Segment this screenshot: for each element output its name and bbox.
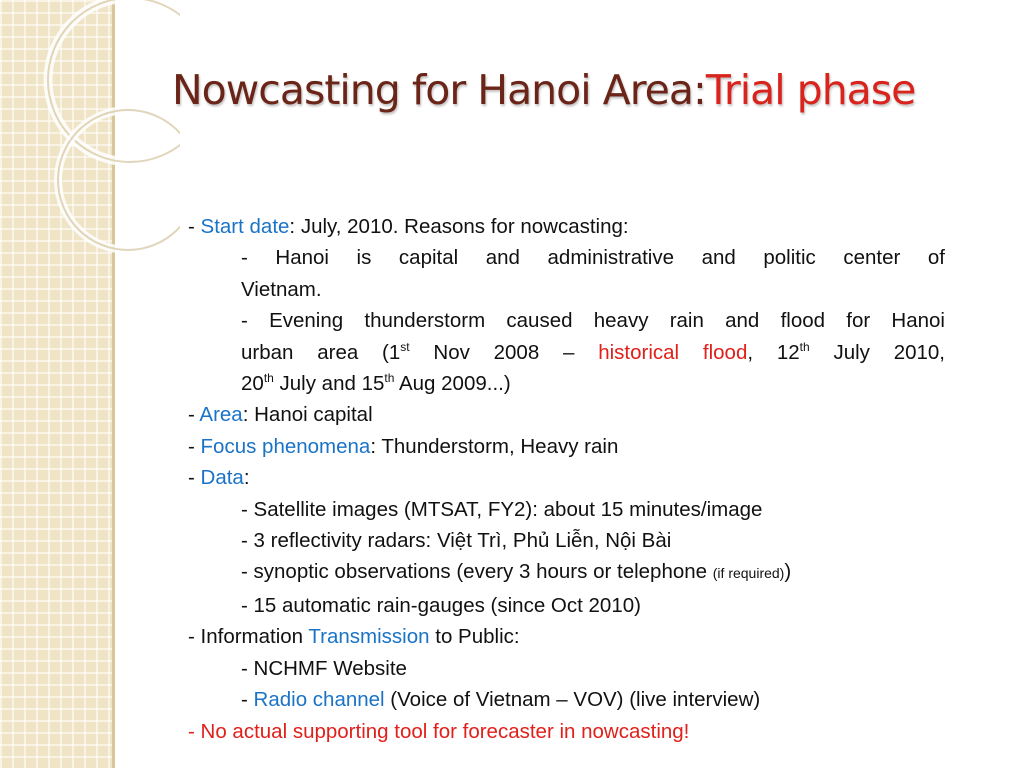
dates-text-d: July 2010, xyxy=(809,340,945,364)
radio-channel-text: (Voice of Vietnam – VOV) (live interview) xyxy=(384,688,761,712)
reason-capital-cont-text: Vietnam. xyxy=(241,277,322,301)
bullet-dash: - xyxy=(188,434,201,458)
label-start-date: Start date xyxy=(200,215,290,238)
dates-text-c: , 12 xyxy=(747,340,800,364)
decorative-circles xyxy=(0,0,180,260)
start-date-text: : July, 2010. Reasons for nowcasting: xyxy=(289,215,629,238)
data-rain-gauges-text: - 15 automatic rain-gauges (since Oct 2010) xyxy=(241,593,641,617)
title-main: Nowcasting for Hanoi Area: xyxy=(172,66,706,114)
data-satellite xyxy=(188,494,945,525)
ordinal-st: st xyxy=(400,339,410,354)
reason-thunderstorm-dates xyxy=(188,337,945,368)
ordinal-th: th xyxy=(384,371,395,386)
area-text: : Hanoi capital xyxy=(242,403,373,427)
label-area: Area xyxy=(199,403,243,427)
slide-body xyxy=(188,211,945,747)
data-text: : xyxy=(243,466,250,490)
historical-flood-label: historical flood xyxy=(598,340,748,364)
dates2-text-c: Aug 2009...) xyxy=(394,372,511,396)
data-rain-gauges xyxy=(188,590,945,621)
label-transmission: Transmission xyxy=(308,625,430,649)
bullet-data xyxy=(188,462,945,493)
bullet-focus-phenomena xyxy=(188,431,945,462)
data-satellite-text: - Satellite images (MTSAT, FY2): about 15 minutes/image xyxy=(241,497,763,521)
reason-thunderstorm xyxy=(188,305,945,336)
reason-capital-cont xyxy=(188,274,945,305)
ordinal-th: th xyxy=(263,371,274,386)
data-synoptic xyxy=(188,556,945,589)
bullet-dash: - xyxy=(188,215,201,238)
bullet-dash: - xyxy=(188,466,201,490)
no-supporting-tool-text: - No actual supporting tool for forecaster in nowcasting! xyxy=(188,719,690,743)
reason-capital-text: - Hanoi is capital and administrative and politic center of xyxy=(241,246,945,270)
transmission-radio xyxy=(188,684,945,715)
ordinal-th: th xyxy=(799,339,810,354)
information-text: - Information xyxy=(188,625,309,649)
slide-title xyxy=(172,66,1002,114)
to-public-text: to Public: xyxy=(429,625,520,649)
dates2-text-a: 20 xyxy=(241,372,264,396)
label-radio-channel: Radio channel xyxy=(253,688,385,712)
dates-text-a: urban area (1 xyxy=(241,340,401,364)
reason-thunderstorm-text: - Evening thunderstorm caused heavy rain and flood for Hanoi xyxy=(241,309,945,333)
transmission-website xyxy=(188,653,945,684)
dates-text-b: Nov 2008 – xyxy=(409,340,599,364)
reason-thunderstorm-dates-cont xyxy=(188,368,945,399)
reason-capital xyxy=(188,242,945,273)
title-accent: Trial phase xyxy=(705,66,916,114)
transmission-website-text: - NCHMF Website xyxy=(241,656,407,680)
data-radars xyxy=(188,525,945,556)
bullet-area xyxy=(188,399,945,430)
bullet-no-supporting-tool xyxy=(188,716,945,747)
data-synoptic-close: ) xyxy=(784,560,792,584)
bullet-start-date xyxy=(188,211,945,242)
bullet-dash: - xyxy=(188,403,200,427)
data-synoptic-text: - synoptic observations (every 3 hours or telephone xyxy=(241,560,713,584)
if-required-note: (if required) xyxy=(712,565,785,582)
bullet-information-transmission xyxy=(188,621,945,652)
label-focus-phenomena: Focus phenomena xyxy=(200,434,371,458)
data-radars-text: - 3 reflectivity radars: Việt Trì, Phủ Liễn, Nội Bài xyxy=(241,529,672,553)
dates2-text-b: July and 15 xyxy=(273,372,385,396)
focus-phenomena-text: : Thunderstorm, Heavy rain xyxy=(370,434,619,458)
bullet-dash: - xyxy=(241,688,254,712)
label-data: Data xyxy=(200,466,244,490)
